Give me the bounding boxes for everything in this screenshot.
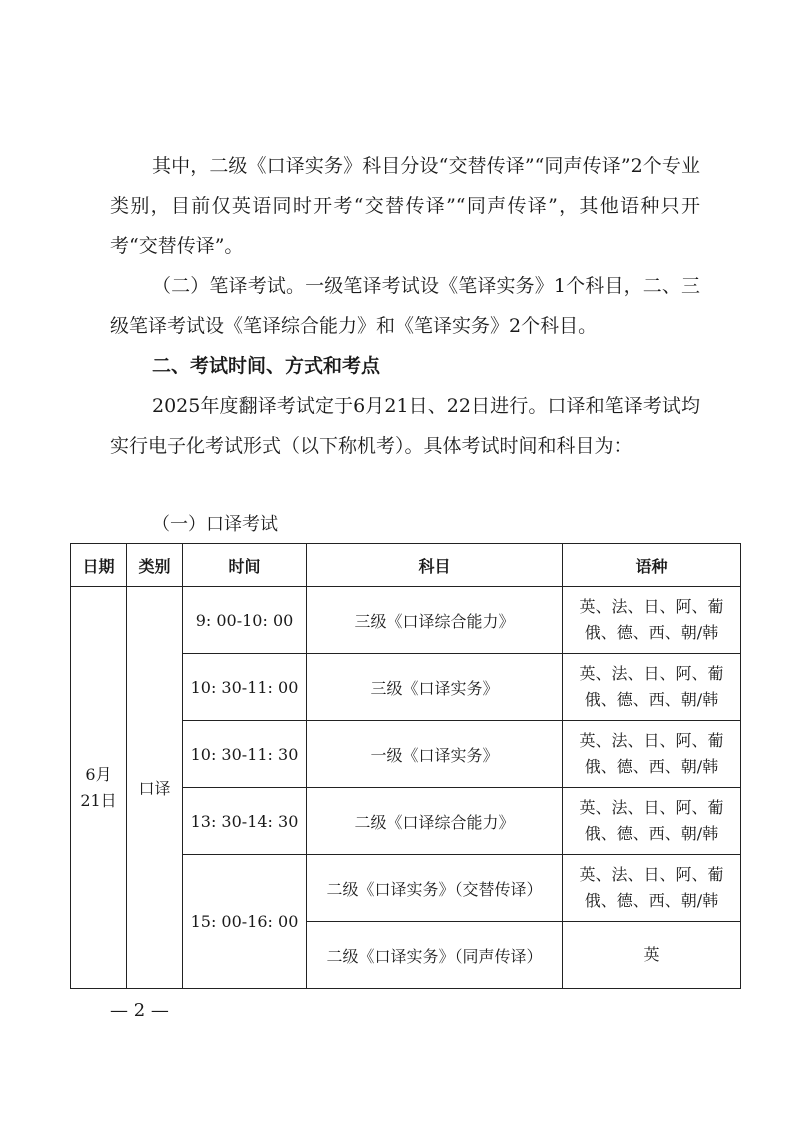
paragraph-exam-schedule: 2025年度翻译考试定于6月21日、22日进行。口译和笔译考试均实行电子化考试形式（以下称机考）。具体考试时间和科目为： bbox=[110, 395, 700, 457]
language-cell bbox=[563, 855, 741, 922]
time-cell: 15: 00-16: 00 bbox=[183, 855, 307, 989]
language-cell bbox=[563, 587, 741, 654]
language-line: 英、法、日、阿、葡 bbox=[579, 664, 724, 683]
time-cell: 9: 00-10: 00 bbox=[183, 587, 307, 654]
time-cell: 10: 30-11: 30 bbox=[183, 721, 307, 788]
language-line: 英、法、日、阿、葡 bbox=[579, 731, 724, 750]
header-date: 日期 bbox=[71, 544, 127, 587]
language-cell bbox=[563, 788, 741, 855]
language-line: 俄、德、西、朝/韩 bbox=[584, 757, 719, 776]
subject-cell: 一级《口译实务》 bbox=[307, 721, 563, 788]
language-cell bbox=[563, 721, 741, 788]
time-cell: 10: 30-11: 00 bbox=[183, 654, 307, 721]
language-line: 英、法、日、阿、葡 bbox=[579, 597, 724, 616]
language-line: 俄、德、西、朝/韩 bbox=[584, 623, 719, 642]
paragraph-translation-exam: （二）笔译考试。一级笔译考试设《笔译实务》1个科目，二、三级笔译考试设《笔译综合能力》和《笔译实务》2个科目。 bbox=[110, 275, 700, 337]
date-day: 21日 bbox=[80, 790, 117, 810]
language-cell: 英 bbox=[563, 922, 741, 989]
subject-cell: 三级《口译实务》 bbox=[307, 654, 563, 721]
exam-schedule-table bbox=[70, 543, 741, 989]
subject-cell: 二级《口译实务》（交替传译） bbox=[307, 855, 563, 922]
language-line: 俄、德、西、朝/韩 bbox=[584, 824, 719, 843]
table-row bbox=[71, 587, 741, 654]
header-category: 类别 bbox=[127, 544, 183, 587]
date-month: 6月 bbox=[85, 764, 112, 784]
category-cell: 口译 bbox=[127, 587, 183, 989]
language-line: 俄、德、西、朝/韩 bbox=[584, 690, 719, 709]
table-header-row bbox=[71, 544, 741, 587]
header-language: 语种 bbox=[563, 544, 741, 587]
page-number: — 2 — bbox=[110, 1000, 169, 1021]
paragraph-interpretation-categories: 其中，二级《口译实务》科目分设“交替传译”“同声传译”2个专业类别，目前仅英语同时开考“交替传译”“同声传译”，其他语种只开考“交替传译”。 bbox=[110, 155, 700, 257]
subject-cell: 三级《口译综合能力》 bbox=[307, 587, 563, 654]
header-time: 时间 bbox=[183, 544, 307, 587]
subheading-interpretation-exam: （一）口译考试 bbox=[152, 514, 278, 535]
subject-cell: 二级《口译实务》（同声传译） bbox=[307, 922, 563, 989]
subject-cell: 二级《口译综合能力》 bbox=[307, 788, 563, 855]
header-subject: 科目 bbox=[307, 544, 563, 587]
date-cell bbox=[71, 587, 127, 989]
section-heading-exam-time: 二、考试时间、方式和考点 bbox=[152, 355, 381, 377]
language-line: 英、法、日、阿、葡 bbox=[579, 798, 724, 817]
language-line: 英、法、日、阿、葡 bbox=[579, 865, 724, 884]
language-line: 俄、德、西、朝/韩 bbox=[584, 891, 719, 910]
language-cell bbox=[563, 654, 741, 721]
time-cell: 13: 30-14: 30 bbox=[183, 788, 307, 855]
